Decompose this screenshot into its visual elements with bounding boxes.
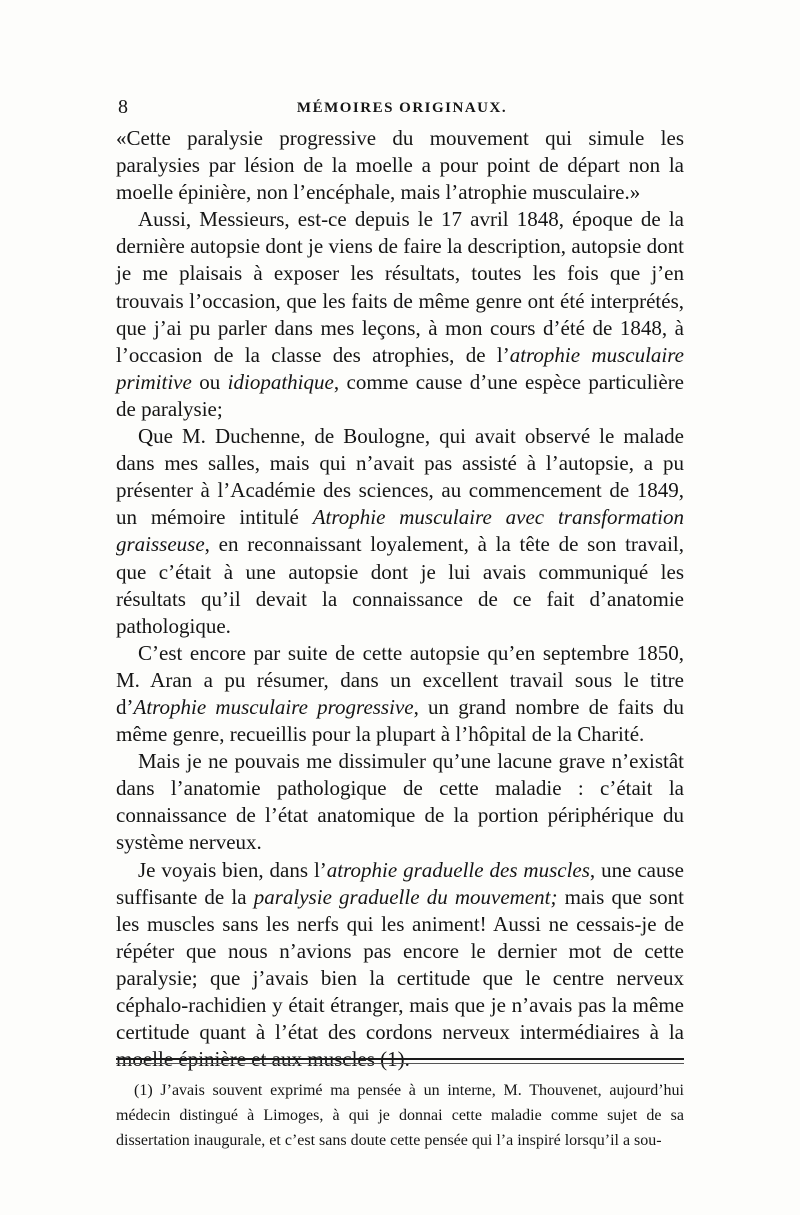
text-run: Mais je ne pouvais me dissimuler qu’une lacune grave n’existât dans l’anatomie pathologique de cette maladie : c’était la connaissance de l’état anatomique de la portion périphérique du système nerveux. [116,749,684,855]
paragraph [116,206,684,423]
text-run: ou [191,369,228,394]
running-title: MÉMOIRES ORIGINAUX. [296,100,508,116]
italic-text: idiopathique [227,369,334,394]
paragraph [116,857,684,1074]
text-run: , une cause suffisante de la [116,857,684,909]
paragraph [116,125,684,206]
text-run: Que M. Duchenne, de Boulogne, qui avait observé le malade dans mes salles, mais qui n’avait pas assisté à l’autopsie, a pu présenter à l’Académie des sciences, au commencement de 1849, un mémoire intitulé [116,424,684,530]
paragraph [116,423,684,640]
text-run: Je voyais bien, dans l’ [138,857,327,882]
footnote-separator [116,1058,684,1060]
text-run: , en reconnaissant loyalement, à la tête de son travail, que c’était à une autopsie dont je lui avais communiqué les résultats qu’il devait la connaissance de ce fait d’anatomie pathologique. [116,532,684,638]
paragraph [116,748,684,856]
italic-text: Atrophie musculaire progressive [133,694,414,719]
italic-text: atrophie graduelle des muscles [326,857,590,882]
italic-text: paralysie graduelle du mouvement; [253,884,558,909]
page-number: 8 [118,96,128,118]
text-run: C’est encore par suite de cette autopsie qu’en septembre 1850, M. Aran a pu résumer, dans un excellent travail sous le titre d’ [116,640,684,719]
text-run: , comme cause d’une espèce particulière de paralysie; [116,369,685,421]
paragraph [116,640,684,748]
italic-text: atrophie musculaire primitive [116,342,684,394]
text-run: , un grand nombre de faits du même genre, recueillis pour la plupart à l’hôpital de la Charité. [116,694,684,747]
body-text [116,125,684,1073]
text-run: mais que sont les muscles sans les nerfs qui les animent! Aussi ne cessais-je de répéter que nous n’avions pas encore le dernier mot de cette paralysie; que j’avais bien la certitude que le centre nerveux céphalo-rachidien y était étranger, mais que je n’avais pas la même certitude quant à l’état des cordons nerveux intermédiaires à la moelle épinière et aux muscles (1). [116,884,684,1072]
italic-text: Atrophie musculaire avec transformation graisseuse [116,505,684,557]
footnote-separator-thin [116,1063,684,1064]
footnote: (1) J’avais souvent exprimé ma pensée à un interne, M. Thouvenet, aujourd’hui médecin distingué à Limoges, à qui je donnai cette maladie comme sujet de sa dissertation inaugurale, et c’est sans doute cette pensée qui l’a inspiré lorsqu’il a sou- [116,1082,684,1149]
text-run: «Cette paralysie progressive du mouvement qui simule les paralysies par lésion de la moelle a pour point de départ non la moelle épinière, non l’encéphale, mais l’atrophie musculaire.» [116,126,684,205]
running-head [118,96,686,120]
text-run: Aussi, Messieurs, est-ce depuis le 17 avril 1848, époque de la dernière autopsie dont je viens de faire la description, autopsie dont je me plaisais à exposer les résultats, toutes les fois que j’en trouvais l’occasion, que les faits de même genre ont été interprétés, que j’ai pu parler dans mes leçons, à mon cours d’été de 1848, à l’occasion de la classe des atrophies, de l’ [116,207,684,367]
